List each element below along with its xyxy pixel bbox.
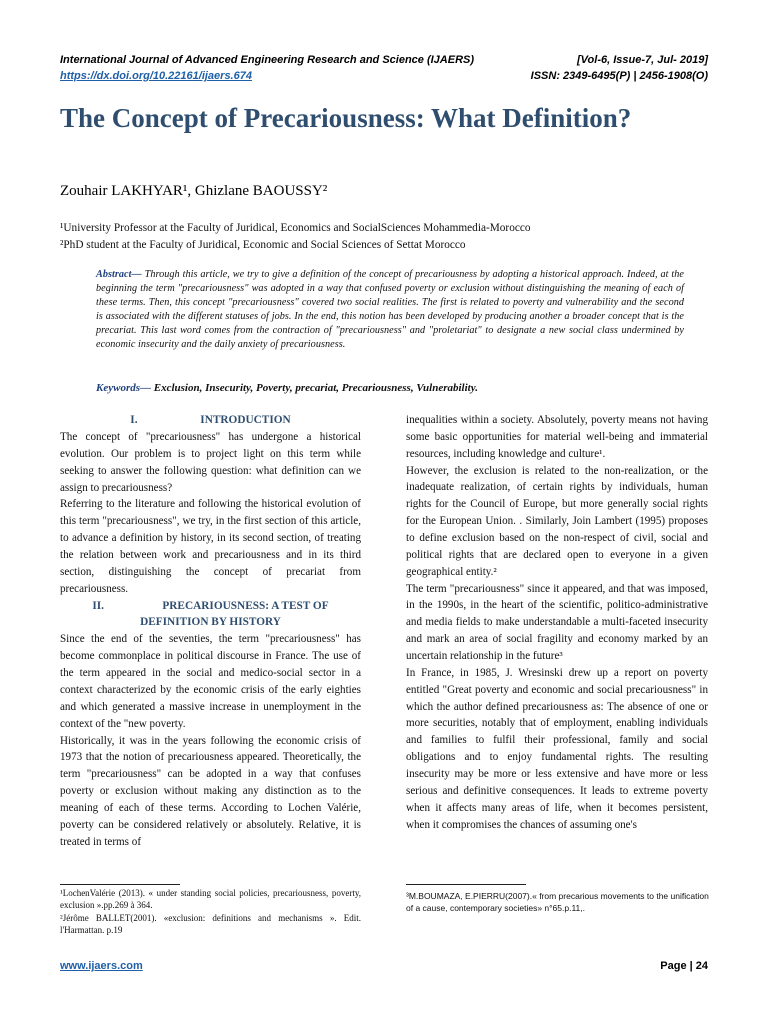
paragraph: However, the exclusion is related to the non-realization, or the inadequate realization, of certain rights by individuals, human rights for the Council of Europe, but more generally social rights for the European Union. . Similarly, Join Lambert (1995) proposes to define exclusion based on the non-respect of civil, social and political rights that are declared open to everyone in a given geographical entity.²: [406, 464, 708, 578]
footnote-3: ³M.BOUMAZA, E.PIERRU(2007).« from precarious movements to the unification of a cause, contemporary societies» n°65.p.11,.: [406, 891, 709, 914]
authors: Zouhair LAKHYAR¹, Ghizlane BAOUSSY²: [60, 183, 328, 199]
section-heading-precariousness: [60, 598, 361, 632]
keywords: [96, 382, 696, 394]
issn-info: ISSN: 2349-6495(P) | 2456-1908(O): [530, 70, 708, 82]
keywords-text: Exclusion, Insecurity, Poverty, precariat, Precariousness, Vulnerability.: [151, 382, 478, 394]
affiliation-1: ¹University Professor at the Faculty of Juridical, Economics and SocialSciences Mohammedia-Morocco: [60, 222, 531, 234]
footnotes-left: [60, 888, 361, 939]
paper-title: The Concept of Precariousness: What Definition?: [60, 103, 632, 133]
section-number: II.: [92, 599, 104, 612]
section-title: INTRODUCTION: [200, 414, 291, 426]
volume-info: [Vol-6, Issue-7, Jul- 2019]: [576, 54, 708, 66]
doi-link[interactable]: https://dx.doi.org/10.22161/ijaers.674: [60, 70, 252, 82]
affiliation-2: ²PhD student at the Faculty of Juridical, Economic and Social Sciences of Settat Morocco: [60, 239, 466, 251]
keywords-label: Keywords—: [96, 382, 151, 394]
paragraph: Referring to the literature and following the historical evolution of this term "precariousness", we try, in the first section of this article, to advance a definition by history, in its second section, of treating the relation between work and precariousness and in its third section, distinguishing the concept of precariat from precariousness.: [60, 498, 361, 595]
journal-name: International Journal of Advanced Engineering Research and Science (IJAERS): [60, 54, 475, 66]
paragraph: The term "precariousness" since it appeared, and that was imposed, in the 1990s, in the heart of the scientific, politico-administrative and media fields to make understandable a multi-faceted insecurity and mark an area of social fragility and economy marked by an uncertain relationship in the future³: [406, 582, 708, 663]
paragraph: inequalities within a society. Absolutely, poverty means not having some basic opportunities for material well-being and immaterial resources, including knowledge and culture¹.: [406, 414, 708, 460]
paragraph: The concept of "precariousness" has undergone a historical evolution. Our problem is to project light on this term while seeking to answer the following question: what definition can we assign to precariousness?: [60, 430, 361, 494]
left-column: [60, 412, 361, 851]
paragraph: Historically, it was in the years following the economic crisis of 1973 that the notion of precariousness appeared. Theoretically, the term "precariousness" can be adopted in a way that confuses poverty or exclusion without making any distinction as to the meaning of each of these terms. According to Lochen Valérie, poverty can be considered relatively or absolutely. Relative, it is treated in terms of: [60, 734, 361, 848]
footnote-divider: [60, 884, 180, 885]
footnote-divider: [406, 884, 526, 885]
footnotes-right: [406, 890, 710, 915]
page-number: Page | 24: [660, 960, 708, 972]
right-column: [406, 412, 708, 833]
paragraph: Since the end of the seventies, the term "precariousness" has become commonplace in political discourse in France. The use of the term appeared in the social and medico-social sector in a context characterized by the economic crisis of the early eighties and which generated a massive increase in unemployment in the context of the "new poverty.: [60, 633, 361, 730]
abstract-label: Abstract—: [96, 269, 142, 280]
section-title: PRECARIOUSNESS: A TEST OF DEFINITION BY HISTORY: [140, 599, 329, 629]
section-number: I.: [130, 414, 138, 426]
footnote-1: ¹LochenValérie (2013). « under standing social policies, precariousness, poverty, exclusion ».pp.269 à 364.: [60, 888, 361, 910]
paragraph: In France, in 1985, J. Wresinski drew up a report on poverty entitled "Great poverty and economic and social precariousness" in which the author defined precariousness as: The absence of one or more securities, notably that of employment, enabling individuals and families to fulfil their professional, family and social obligations and to enjoy fundamental rights. The resulting insecurity may be more or less extensive and have more or less serious and definitive consequences. It leads to extreme poverty when it affects many areas of life, when it becomes persistent, when it compromises the chances of assuming one's: [406, 666, 708, 831]
footnote-2: ²Jérôme BALLET(2001). «exclusion: definitions and mechanisms ». Edit. l'Harmattan. p.19: [60, 913, 361, 936]
section-heading-introduction: [60, 412, 361, 429]
abstract: [96, 268, 684, 352]
abstract-text: Through this article, we try to give a definition of the concept of precariousness by adopting a historical approach. Indeed, at the beginning the term "precariousness" was adopted in a way that confused poverty or exclusion without distinguishing the meaning of each of these terms. Then, this concept "precariousness" covered two social realities. The first is related to poverty and vulnerability and the second is associated with the different statuses of jobs. In the end, this notion has been developed by producing another a broader concept that is the precariat. This last word comes from the contraction of "precariousness" and "proletariat" to designate a new social class undermined by economic insecurity and the daily anxiety of precariousness.: [96, 269, 684, 351]
journal-website-link[interactable]: www.ijaers.com: [60, 960, 143, 972]
